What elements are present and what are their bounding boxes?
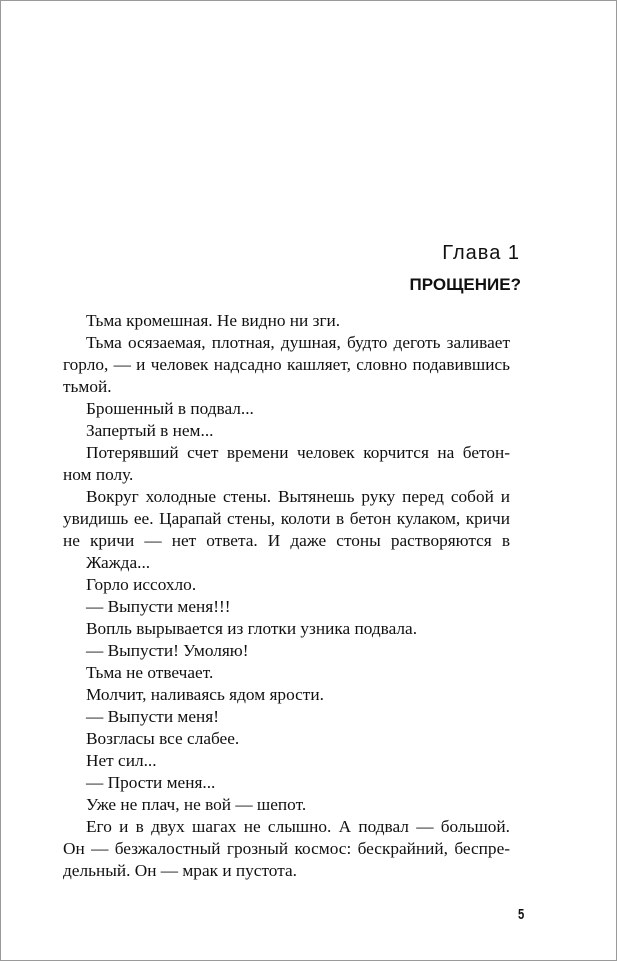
text-line: увидишь ее. Царапай стены, колоти в бетон кулаком, кричи <box>63 509 510 528</box>
text-line: Нет сил... <box>86 751 157 770</box>
text-line: ном полу. <box>63 465 134 484</box>
text-line: Жажда... <box>86 553 151 572</box>
text-line: — Выпусти! Умоляю! <box>86 641 249 660</box>
text-line: — Выпусти меня!!! <box>86 597 231 616</box>
text-line: Потерявший счет времени человек корчится на бетон- <box>86 443 510 462</box>
text-line: — Прости меня... <box>86 773 216 792</box>
text-line: Возгласы все слабее. <box>86 729 240 748</box>
text-line: Горло иссохло. <box>86 575 197 594</box>
text-line: тьмой. <box>63 377 112 396</box>
text-line: Тьма не отвечает. <box>86 663 214 682</box>
text-line: Брошенный в подвал... <box>86 399 254 418</box>
chapter-label: Глава 1 <box>442 242 520 264</box>
text-line: Молчит, наливаясь ядом ярости. <box>86 685 324 704</box>
text-line: дельный. Он — мрак и пустота. <box>63 861 297 880</box>
text-line: Вокруг холодные стены. Вытянешь руку перед собой и <box>86 487 510 506</box>
page-number: 5 <box>518 906 525 923</box>
text-line: Его и в двух шагах не слышно. А подвал — большой. <box>86 817 510 836</box>
text-line: не кричи — нет ответа. И даже стоны растворяются в <box>63 531 510 550</box>
chapter-title: ПРОЩЕНИЕ? <box>409 275 521 294</box>
text-line: Уже не плач, не вой — шепот. <box>86 795 307 814</box>
text-line: Он — безжалостный грозный космос: бескрайний, беспре- <box>63 839 510 858</box>
text-line: Тьма кромешная. Не видно ни зги. <box>86 311 341 330</box>
text-line: Тьма осязаемая, плотная, душная, будто деготь заливает <box>86 333 510 352</box>
text-line: горло, — и человек надсадно кашляет, словно подавившись <box>63 355 510 374</box>
text-line: — Выпусти меня! <box>86 707 219 726</box>
text-line: Запертый в нем... <box>86 421 214 440</box>
body-text <box>63 310 510 882</box>
text-line: Вопль вырывается из глотки узника подвала. <box>86 619 418 638</box>
